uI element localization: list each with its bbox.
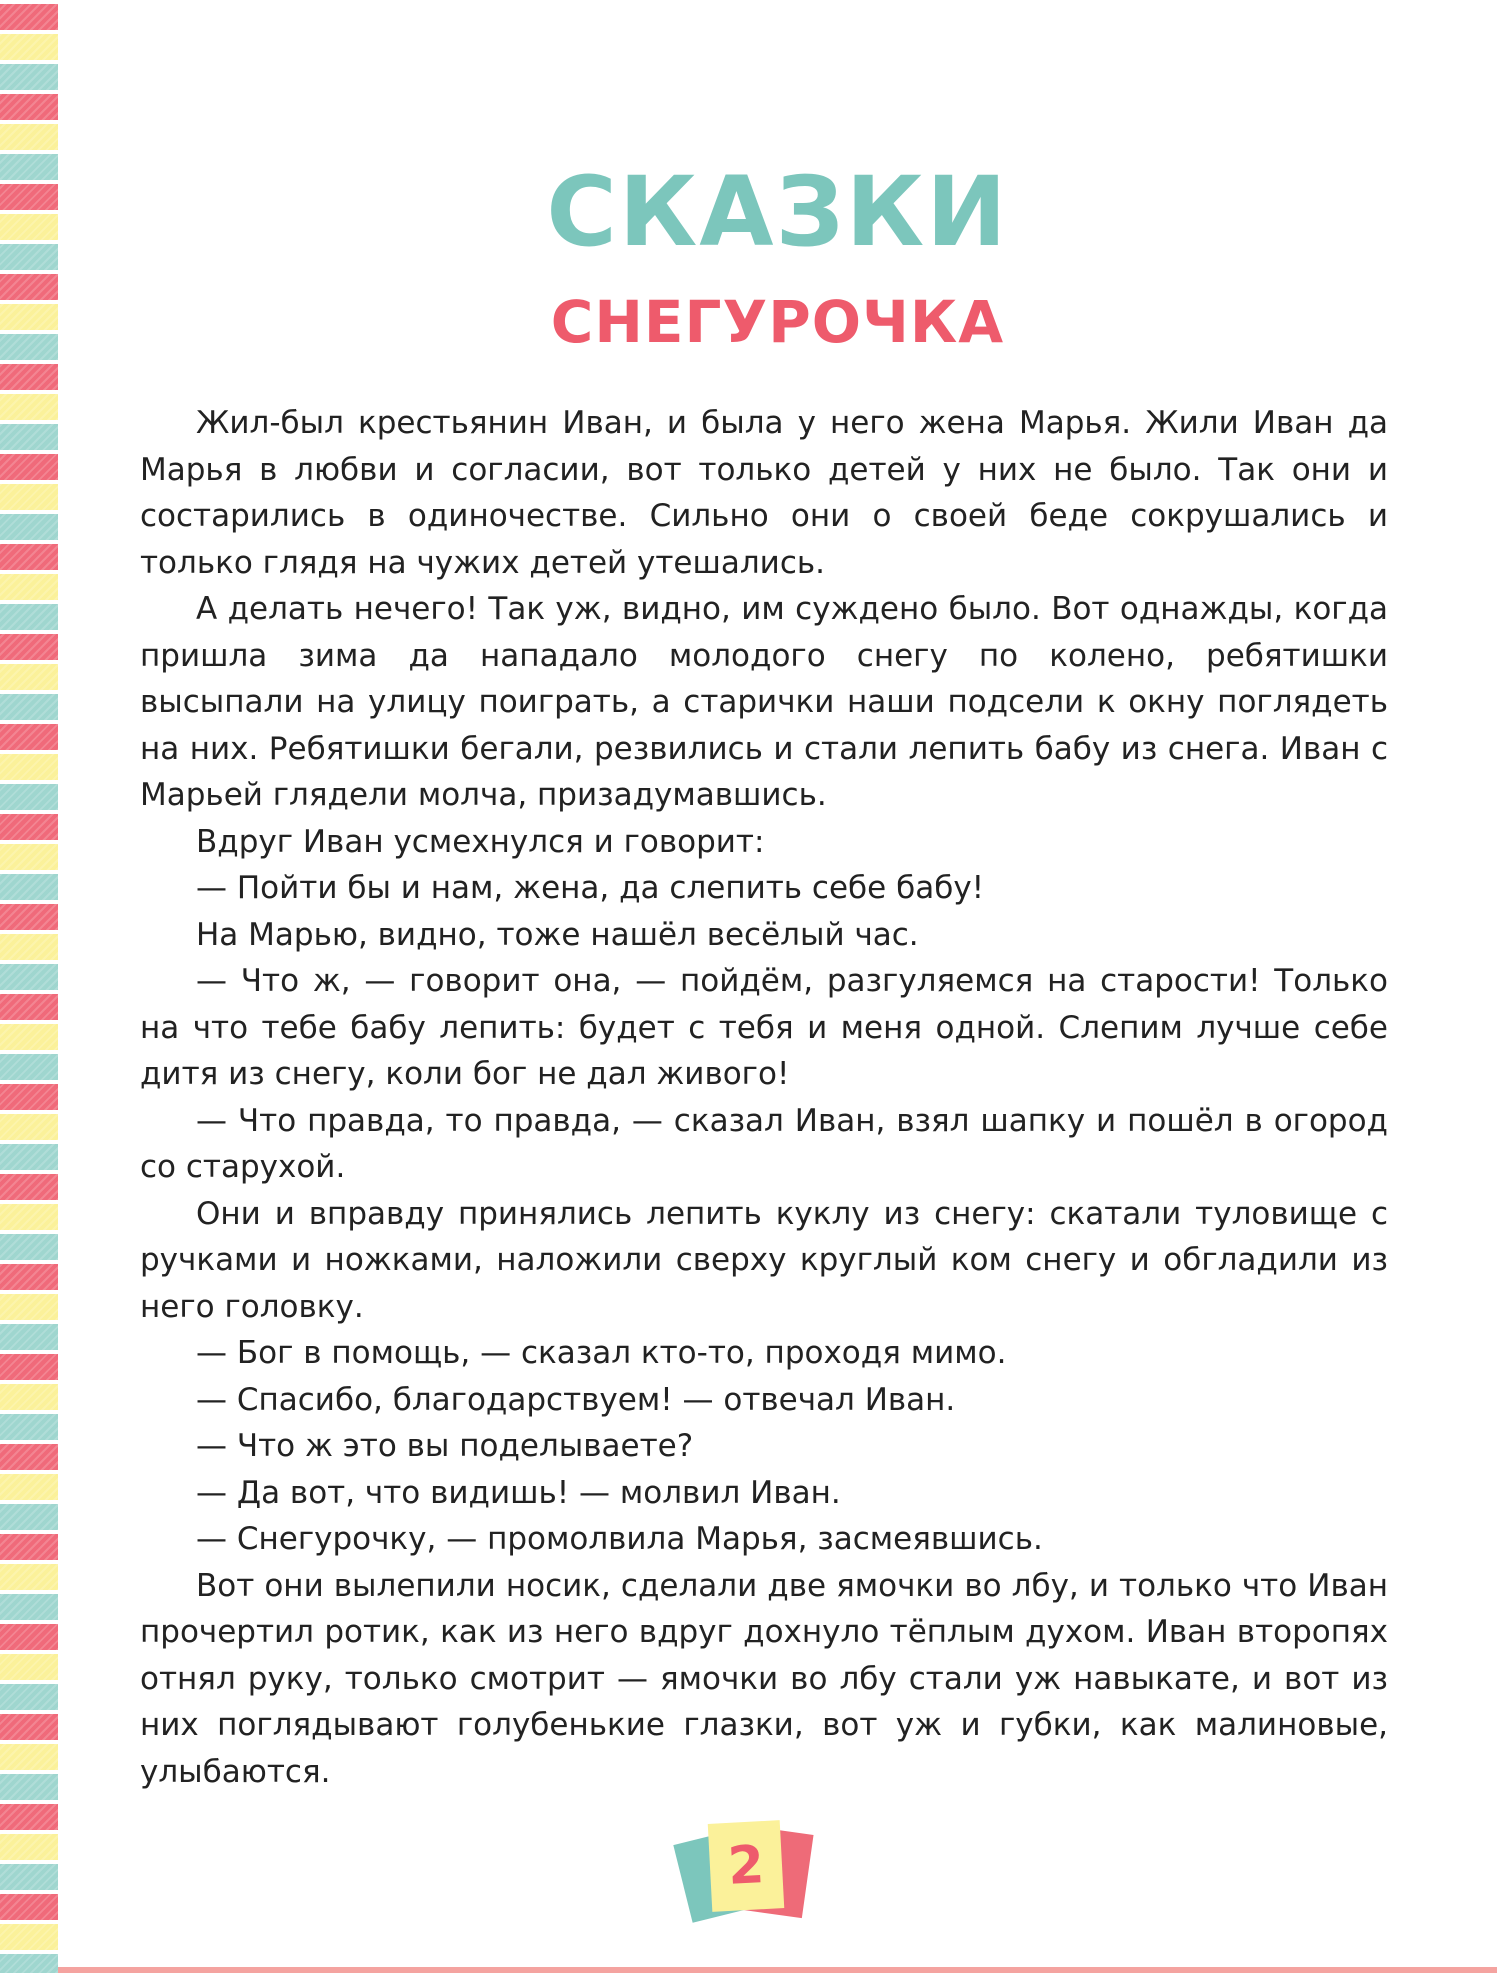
stripe-hatch-overlay — [0, 0, 58, 1973]
badge-yellow-card — [708, 1820, 785, 1912]
page-number: 2 — [726, 1835, 766, 1897]
story-text — [140, 400, 1388, 1795]
paragraph: Жил-был крестьянин Иван, и была у него жена Марья. Жили Иван да Марья в любви и согласии, вот только детей у них не было. Так они и состарились в одиночестве. Сильно они о своей беде сокрушались и только глядя на чужих детей утешались. — [140, 405, 1388, 581]
paragraph: — Что ж, — говорит она, — пойдём, разгуляемся на старости! Только на что тебе бабу лепить: будет с тебя и меня одной. Слепим лучше себе дитя из снегу, коли бог не дал живого! — [140, 963, 1388, 1092]
bottom-rule — [58, 1967, 1497, 1973]
paragraph: Они и вправду принялись лепить куклу из снегу: скатали туловище с ручками и ножками, наложили сверху круглый ком снегу и обгладили из него головку. — [140, 1195, 1388, 1325]
paragraph: — Бог в помощь, — сказал кто-то, проходя мимо. — [196, 1335, 1007, 1371]
paragraph: — Что правда, то правда, — сказал Иван, взял шапку и пошёл в огород со старухой. — [140, 1102, 1388, 1185]
paragraph: — Снегурочку, — промолвила Марья, засмеявшись. — [196, 1521, 1043, 1557]
paragraph: Вдруг Иван усмехнулся и говорит: — [196, 823, 765, 860]
paragraph: — Пойти бы и нам, жена, да слепить себе бабу! — [196, 870, 985, 906]
section-title: СКАЗКИ — [546, 156, 1009, 269]
paragraph: — Да вот, что видишь! — молвил Иван. — [196, 1474, 841, 1511]
paragraph: На Марью, видно, тоже нашёл весёлый час. — [196, 916, 919, 953]
paragraph: Вот они вылепили носик, сделали две ямочки во лбу, и только что Иван прочертил ротик, как из него вдруг дохнуло тёплым духом. Иван второпях отнял руку, только смотрит — ямочки во лбу стали уж навыкате, и вот из них поглядывают голубенькие глазки, вот уж и губки, как малиновые, улыбаются. — [140, 1567, 1388, 1790]
paragraph: — Что ж это вы поделываете? — [196, 1428, 694, 1464]
paragraph: А делать нечего! Так уж, видно, им суждено было. Вот однажды, когда пришла зима да нападало молодого снегу по колено, ребятишки высыпали на улицу поиграть, а старички наши подсели к окну поглядеть на них. Ребятишки бегали, резвились и стали лепить бабу из снега. Иван с Марьей глядели молча, призадумавшись. — [140, 591, 1388, 813]
paragraph: — Спасибо, благодарствуем! — отвечал Иван. — [196, 1381, 956, 1418]
story-title: СНЕГУРОЧКА — [550, 288, 1005, 357]
page-number-badge — [682, 1818, 822, 1928]
